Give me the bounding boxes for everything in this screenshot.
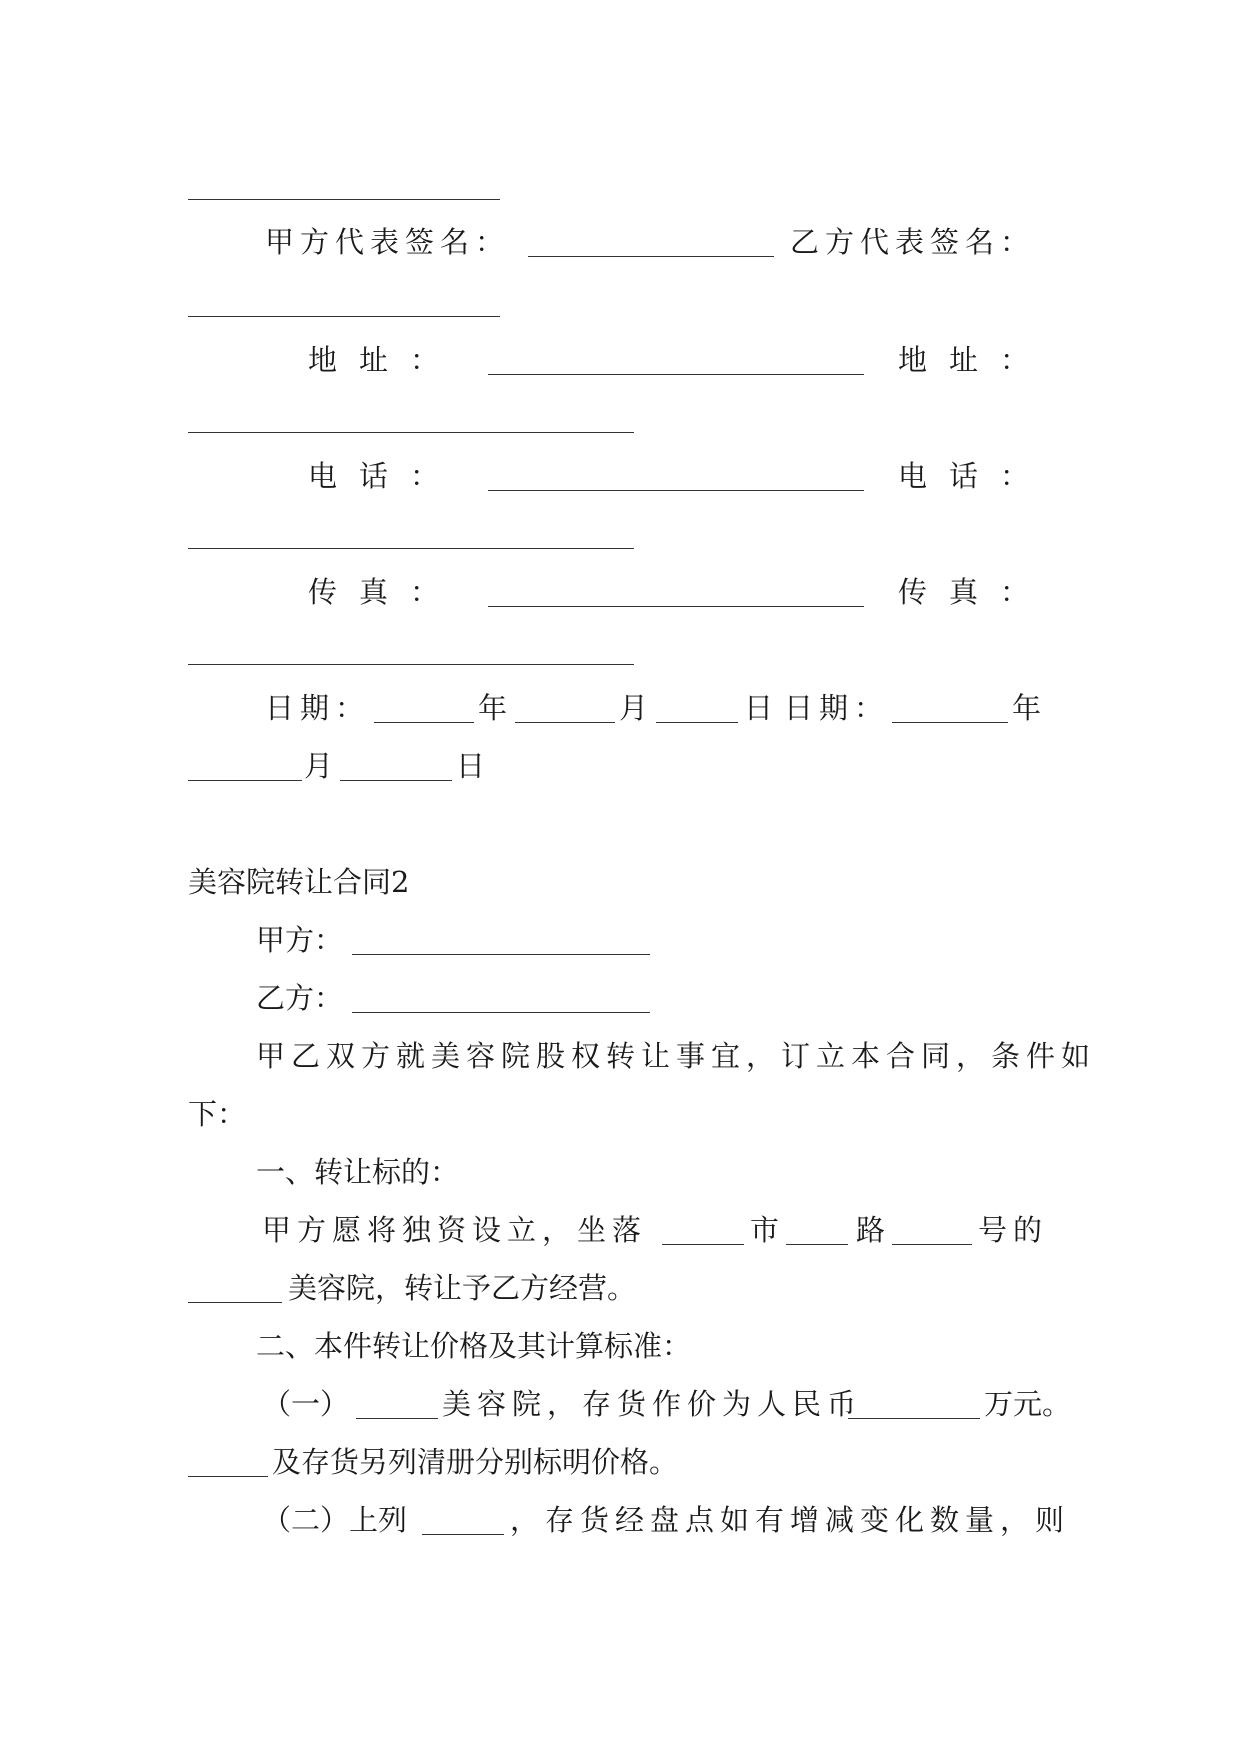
intro-paragraph: 甲乙双方就美容院股权转让事宜，订立本合同，条件如 [256, 1039, 1097, 1073]
contract-title: 美容院转让合同2 [188, 865, 410, 899]
month-label: 月 [619, 691, 649, 725]
blank-line [528, 256, 774, 257]
blank-line [188, 432, 634, 433]
blank-line [662, 1244, 744, 1245]
blank-line [488, 606, 864, 607]
blank-line [352, 954, 650, 955]
day-label: 日 [456, 749, 486, 783]
item-1-text: 万元。 [984, 1387, 1072, 1421]
blank-line [356, 1418, 438, 1419]
blank-line [340, 780, 452, 781]
blank-line [892, 1244, 972, 1245]
year-label: 年 [1012, 691, 1042, 725]
party-a-address-label: 地址： [308, 343, 462, 377]
month-label: 月 [304, 749, 334, 783]
blank-line [892, 722, 1008, 723]
item-2-text: ，存货经盘点如有增减变化数量，则 [510, 1503, 1071, 1537]
section-1-title: 一、转让标的： [256, 1155, 460, 1189]
blank-line [188, 780, 302, 781]
item-1-text: （一） [262, 1387, 350, 1421]
party-a-date-label: 日期： [265, 691, 371, 725]
section-2-title: 二、本件转让价格及其计算标准： [256, 1329, 692, 1363]
blank-line [188, 316, 500, 317]
blank-line [786, 1244, 848, 1245]
blank-line [422, 1534, 504, 1535]
blank-line [352, 1012, 650, 1013]
intro-paragraph-cont: 下： [188, 1097, 247, 1131]
year-label: 年 [478, 691, 508, 725]
section-1-text: 甲方愿将独资设立，坐落 [262, 1213, 648, 1247]
party-a-phone-label: 电话： [308, 459, 462, 493]
blank-line [515, 722, 615, 723]
blank-line [188, 1302, 282, 1303]
party-a-rep-sign-label: 甲方代表签名： [265, 225, 511, 259]
blank-line [188, 1476, 268, 1477]
day-label: 日 [744, 691, 774, 725]
party-b-address-label: 地址： [898, 343, 1052, 377]
section-1-text: 市 [750, 1213, 780, 1247]
blank-line [188, 199, 500, 200]
party-b-date-label: 日期： [784, 691, 890, 725]
blank-line [848, 1418, 980, 1419]
item-2-text: （二）上列 [262, 1503, 408, 1537]
item-1-text: 及存货另列清册分别标明价格。 [272, 1445, 679, 1479]
party-a-fax-label: 传真： [308, 575, 462, 609]
blank-line [188, 664, 634, 665]
blank-line [488, 374, 864, 375]
section-1-text: 号的 [978, 1213, 1049, 1247]
blank-line [488, 490, 864, 491]
blank-line [656, 722, 738, 723]
party-b-fax-label: 传真： [898, 575, 1052, 609]
section-1-text: 美容院，转让予乙方经营。 [288, 1271, 637, 1305]
party-b-rep-sign-label: 乙方代表签名： [790, 225, 1036, 259]
party-b-label: 乙方： [256, 981, 344, 1015]
party-a-label: 甲方： [256, 923, 344, 957]
section-1-text: 路 [856, 1213, 886, 1247]
item-1-text: 美容院，存货作价为人民币 [442, 1387, 863, 1421]
blank-line [188, 548, 634, 549]
blank-line [374, 722, 474, 723]
party-b-phone-label: 电话： [898, 459, 1052, 493]
